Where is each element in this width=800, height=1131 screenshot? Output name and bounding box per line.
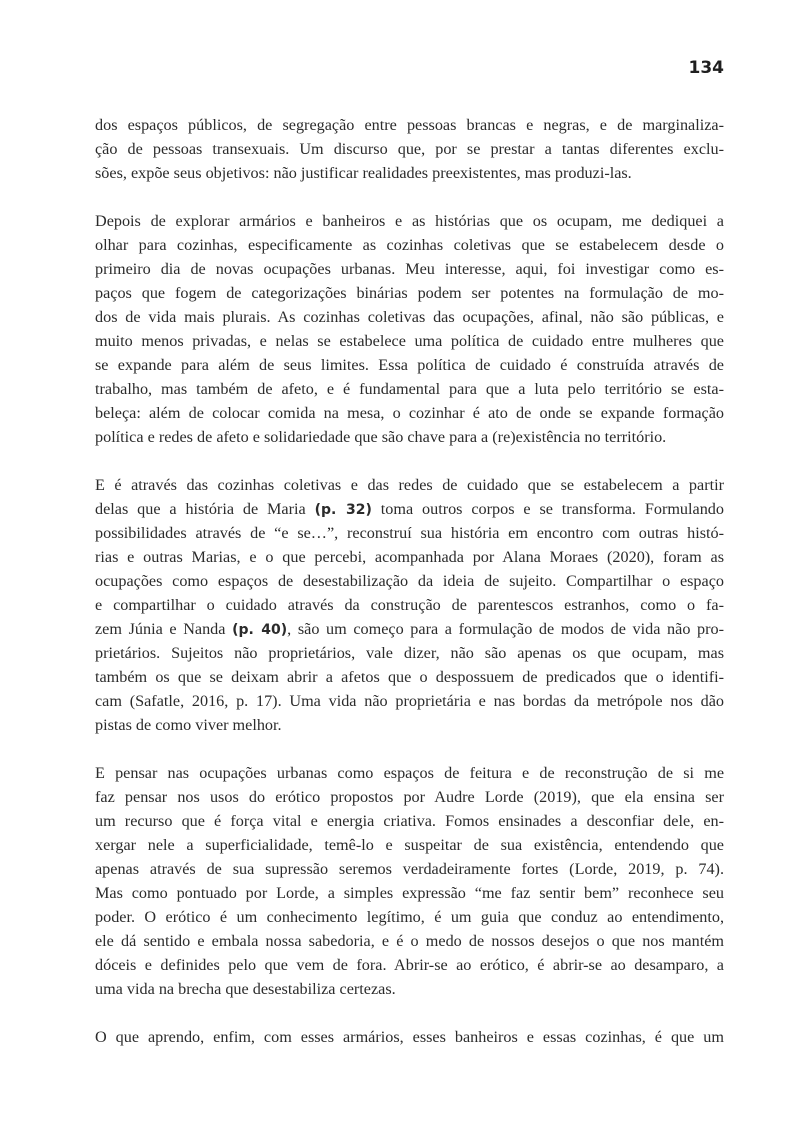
text-segment: E é através das cozinhas coletivas e das redes de cuidado que se estabelecem a partir [95, 476, 724, 494]
text-segment: dóceis e definides pelo que vem de fora. Abrir-se ao erótico, é abrir-se ao desamparo, a [95, 956, 724, 974]
text-segment: olhar para cozinhas, especificamente as cozinhas coletivas que se estabelecem desde o [95, 236, 724, 254]
text-segment: paços que fogem de categorizações binárias podem ser potentes na formulação de mo- [95, 284, 724, 302]
text-line [95, 305, 724, 329]
text-line [95, 353, 724, 377]
text-line [95, 545, 724, 569]
text-line [95, 617, 724, 641]
text-line [95, 425, 724, 449]
text-segment: toma outros corpos e se transforma. Formulando [371, 500, 724, 518]
paragraph [95, 1025, 724, 1049]
text-line [95, 209, 724, 233]
text-line [95, 809, 724, 833]
text-segment: faz pensar nos usos do erótico propostos por Audre Lorde (2019), que ela ensina ser [95, 788, 724, 806]
text-line [95, 329, 724, 353]
text-segment: também os que se deixam abrir a afetos que o despossuem de predicados que o identifi- [95, 668, 724, 686]
text-segment: E pensar nas ocupações urbanas como espaços de feitura e de reconstrução de si me [95, 764, 724, 782]
paragraph [95, 209, 724, 449]
text-segment: ção de pessoas transexuais. Um discurso que, por se prestar a tantas diferentes exclu- [95, 140, 724, 158]
text-segment: trabalho, mas também de afeto, e é fundamental para que a luta pelo território se esta- [95, 380, 724, 398]
text-line [95, 761, 724, 785]
body-text [95, 113, 724, 1049]
text-segment: pistas de como viver melhor. [95, 716, 282, 734]
text-line [95, 689, 724, 713]
text-line [95, 977, 724, 1001]
text-segment: , são um começo para a formulação de modos de vida não pro- [287, 620, 725, 638]
text-line [95, 281, 724, 305]
text-segment: O que aprendo, enfim, com esses armários, esses banheiros e essas cozinhas, é que um [95, 1028, 724, 1046]
text-line [95, 833, 724, 857]
paragraph [95, 113, 724, 185]
paragraph [95, 473, 724, 737]
text-line [95, 113, 724, 137]
text-line [95, 137, 724, 161]
text-line [95, 929, 724, 953]
text-segment: prietários. Sujeitos não proprietários, vale dizer, não são apenas os que ocupam, mas [95, 644, 724, 662]
text-segment: primeiro dia de novas ocupações urbanas. Meu interesse, aqui, foi investigar como es- [95, 260, 724, 278]
page-reference: (p. 40) [232, 622, 288, 638]
text-segment: Mas como pontuado por Lorde, a simples expressão “me faz sentir bem” reconhece seu [95, 884, 724, 902]
text-line [95, 401, 724, 425]
text-segment: uma vida na brecha que desestabiliza certezas. [95, 980, 396, 998]
text-line [95, 905, 724, 929]
text-line [95, 161, 724, 185]
text-segment: se expande para além de seus limites. Essa política de cuidado é construída através de [95, 356, 724, 374]
paragraph-spacer [95, 185, 724, 209]
text-segment: ocupações como espaços de desestabilização da ideia de sujeito. Compartilhar o espaço [95, 572, 724, 590]
paragraph-spacer [95, 449, 724, 473]
text-line [95, 233, 724, 257]
text-line [95, 497, 724, 521]
text-segment: delas que a história de Maria [95, 500, 315, 518]
text-segment: zem Júnia e Nanda [95, 620, 233, 638]
text-line [95, 665, 724, 689]
text-line [95, 953, 724, 977]
page-number: 134 [688, 58, 724, 78]
text-line [95, 641, 724, 665]
text-segment: beleça: além de colocar comida na mesa, o cozinhar é ato de onde se expande formação [95, 404, 724, 422]
text-segment: ele dá sentido e embala nossa sabedoria, e é o medo de nossos desejos o que nos mantém [95, 932, 724, 950]
text-segment: um recurso que é força vital e energia criativa. Fomos ensinades a desconfiar dele, en- [95, 812, 724, 830]
text-segment: xergar nele a superficialidade, temê-lo e suspeitar de sua existência, entendendo que [95, 836, 724, 854]
text-segment: Depois de explorar armários e banheiros e as histórias que os ocupam, me dediquei a [95, 212, 724, 230]
text-segment: possibilidades através de “e se…”, reconstruí sua história em encontro com outras histó- [95, 524, 724, 542]
text-segment: apenas através de sua supressão seremos verdadeiramente fortes (Lorde, 2019, p. 74). [95, 860, 724, 878]
text-line [95, 1025, 724, 1049]
text-line [95, 377, 724, 401]
text-segment: dos de vida mais plurais. As cozinhas coletivas das ocupações, afinal, não são públicas, e [95, 308, 724, 326]
paragraph [95, 761, 724, 1001]
text-line [95, 521, 724, 545]
text-segment: sões, expõe seus objetivos: não justificar realidades preexistentes, mas produzi-las. [95, 164, 632, 182]
text-line [95, 881, 724, 905]
text-line [95, 785, 724, 809]
text-segment: cam (Safatle, 2016, p. 17). Uma vida não proprietária e nas bordas da metrópole nos dão [95, 692, 724, 710]
paragraph-spacer [95, 737, 724, 761]
text-line [95, 569, 724, 593]
text-segment: rias e outras Marias, e o que percebi, acompanhada por Alana Moraes (2020), foram as [95, 548, 724, 566]
text-segment: política e redes de afeto e solidariedade que são chave para a (re)existência no território. [95, 428, 667, 446]
paragraph-spacer [95, 1001, 724, 1025]
text-segment: poder. O erótico é um conhecimento legítimo, é um guia que conduz ao entendimento, [95, 908, 724, 926]
text-line [95, 257, 724, 281]
text-line [95, 473, 724, 497]
text-line [95, 857, 724, 881]
page-reference: (p. 32) [314, 502, 372, 518]
text-segment: muito menos privadas, e nelas se estabelece uma política de cuidado entre mulheres que [95, 332, 724, 350]
text-segment: dos espaços públicos, de segregação entre pessoas brancas e negras, e de marginaliza- [95, 116, 724, 134]
text-line [95, 593, 724, 617]
text-line [95, 713, 724, 737]
text-segment: e compartilhar o cuidado através da construção de parentescos estranhos, como o fa- [95, 596, 724, 614]
